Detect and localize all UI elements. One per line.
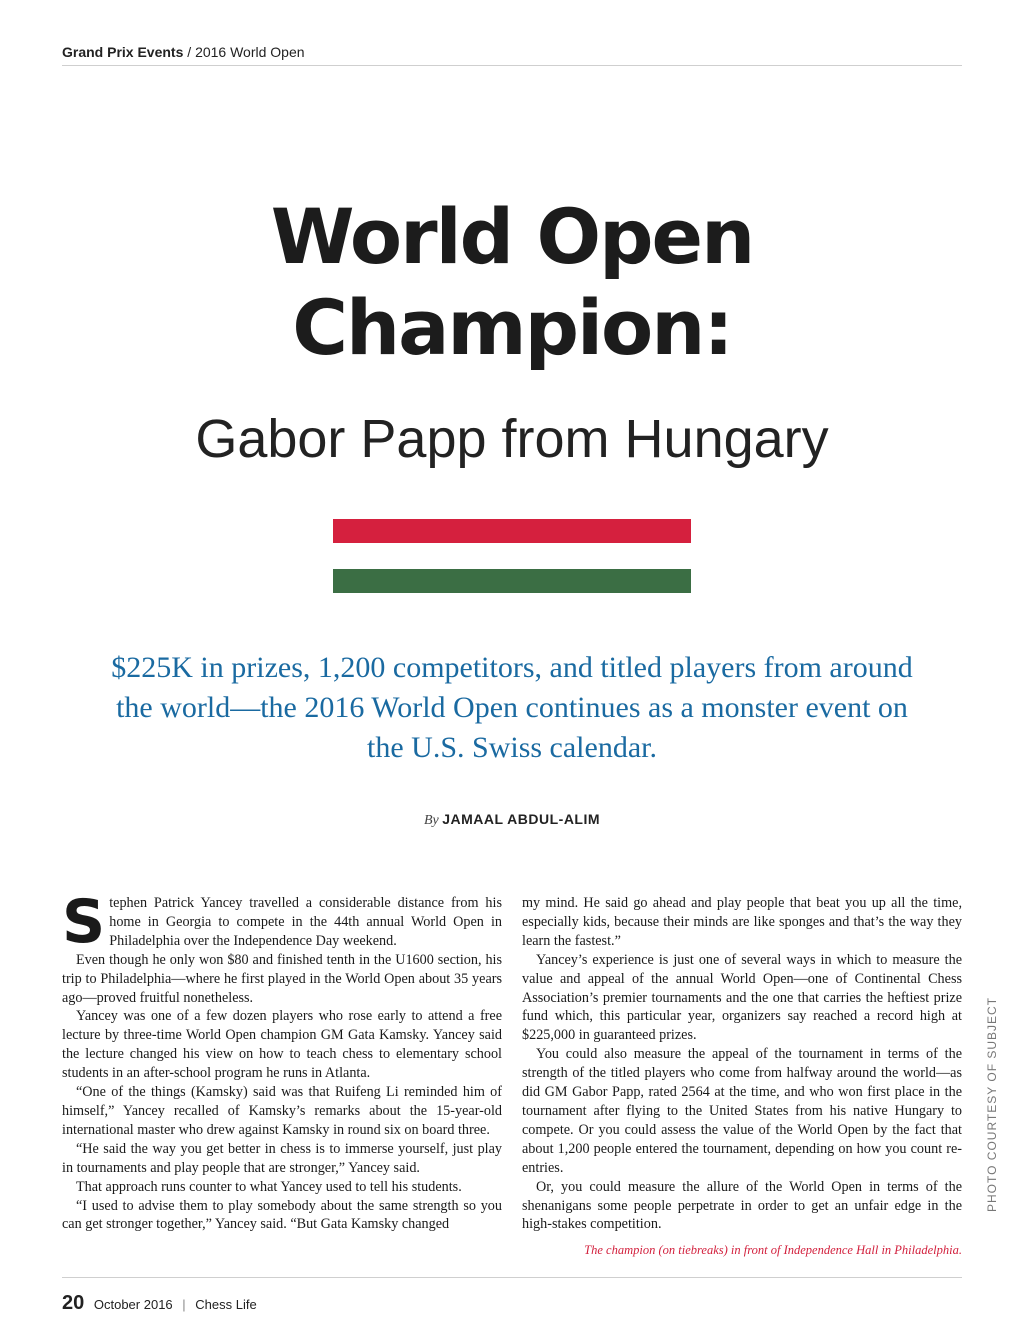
byline-author: JAMAAL ABDUL-ALIM	[442, 811, 601, 827]
body-paragraph: You could also measure the appeal of the tournament in terms of the strength of the titled players who come from halfway around the world—as did GM Gabor Papp, rated 2564 at the time, and who won first place in the tournament after flying to the United States from his native Hungary to compete. Or you could assess the value of the World Open by the fact that about 1,200 people entered the tournament, depending on how you count re-entries.	[522, 1046, 962, 1176]
body-paragraph: That approach runs counter to what Yancey used to tell his students.	[76, 1178, 462, 1195]
page-number: 20	[62, 1292, 85, 1314]
body-paragraph: Stephen Patrick Yancey travelled a considerable distance from his home in Georgia to compete in the 44th annual World Open in Philadelphia over the Independence Day weekend.	[62, 887, 502, 957]
body-paragraph: “I used to advise them to play somebody about the same strength so you can get stronger together,” Yancey said. “But Gata Kamsky changed	[62, 1197, 502, 1233]
body-paragraph: “One of the things (Kamsky) said was that Ruifeng Li reminded him of himself,” Yancey recalled of Kamsky’s remarks about the 15-year-old international master who drew against Kamsky in round six on board three.	[62, 1084, 502, 1138]
flag-stripe-red	[333, 519, 691, 543]
body-column-right	[522, 894, 962, 1234]
body-paragraph: Yancey’s experience is just one of several ways in which to measure the value and appeal of the annual World Open—one of Continental Chess Association’s premier tournaments and the one that carries the heftiest prize fund which, this particular year, organizers say reached a record high at $225,000 in guaranteed prizes.	[522, 951, 962, 1044]
photo-credit: PHOTO COURTESY OF SUBJECT	[985, 996, 999, 1212]
section-header	[62, 44, 962, 60]
article-deck: $225K in prizes, 1,200 competitors, and titled players from around the world—the 2016 World Open continues as a monster event on the U.S. Swiss calendar.	[111, 651, 913, 764]
photo-caption: The champion (on tiebreaks) in front of Independence Hall in Philadelphia.	[584, 1243, 962, 1257]
headline-line-2: Champion:	[292, 283, 732, 372]
byline-by: By	[423, 813, 439, 828]
headline-subtitle: Gabor Papp from Hungary	[195, 409, 829, 469]
body-paragraph: Even though he only won $80 and finished tenth in the U1600 section, his trip to Philadelphia—where he first played in the World Open about 35 years ago—proved fruitful nonetheless.	[62, 951, 502, 1006]
body-paragraph: “He said the way you get better in chess is to immerse yourself, just play in tournaments and play people that are stronger,” Yancey said.	[62, 1140, 502, 1176]
header-divider	[62, 65, 962, 66]
magazine-name: Chess Life	[195, 1297, 257, 1312]
headline-line-1: World Open	[270, 192, 754, 281]
footer-separator: |	[182, 1297, 186, 1312]
body-paragraph: my mind. He said go ahead and play people that beat you up all the time, especially kids, because their minds are like sponges and that’s the way they learn the fastest.”	[522, 895, 962, 949]
section-separator: /	[187, 44, 192, 60]
section-topic: 2016 World Open	[195, 44, 305, 60]
footer-divider	[62, 1277, 962, 1278]
body-paragraph: Yancey was one of a few dozen players who rose early to attend a free lecture by three-time World Open champion GM Gata Kamsky. Yancey said the lecture changed his view on how to teach chess to elementary school students in an after-school program he runs in Atlanta.	[62, 1008, 502, 1082]
body-paragraph: Or, you could measure the allure of the World Open in terms of the shenanigans some people perpetrate in order to get an unfair edge in the high-stakes competition.	[522, 1178, 962, 1233]
issue-date: October 2016	[93, 1297, 173, 1312]
byline	[0, 811, 1024, 829]
flag-stripe-green	[333, 569, 691, 593]
body-column-left	[62, 887, 502, 1234]
page-footer	[62, 1292, 257, 1315]
drop-cap: S	[62, 887, 106, 957]
section-name: Grand Prix Events	[62, 44, 184, 60]
